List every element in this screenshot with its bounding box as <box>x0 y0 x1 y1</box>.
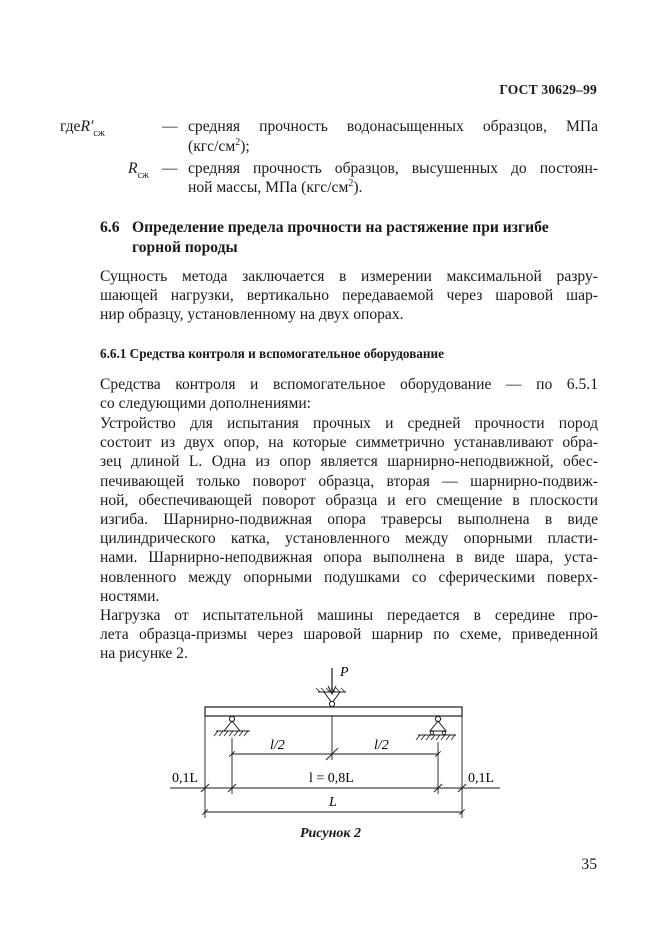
definition-2-superscript: 2 <box>348 177 354 189</box>
paragraph-line: новленного между опорными подушками со сферическими поверх- <box>100 568 598 586</box>
section-6-6-title-line2: горной породы <box>132 238 238 256</box>
paragraph-line: Средства контроля и вспомогательное оборудование — по 6.5.1 <box>100 376 598 393</box>
definition-1-line1: средняя прочность водонасыщенных образцов, МПа <box>188 118 598 135</box>
definition-2-line2-end: ). <box>353 179 363 196</box>
definition-1-dash: — <box>162 118 178 135</box>
paragraph-line: шающей нагрузки, вертикально передаваемой через шаровой шар- <box>100 287 598 305</box>
overhang-right-label: 0,1L <box>468 771 495 786</box>
section-6-6-1-heading: 6.6.1 Средства контроля и вспомогательное оборудование <box>100 346 444 361</box>
definition-2-line1: средняя прочность образцов, высушенных до постоян- <box>188 160 598 177</box>
definition-2-subscript: сж <box>137 170 149 181</box>
document-header: ГОСТ 30629–99 <box>499 82 597 97</box>
paragraph-line: изгиба. Шарнирно-подвижная опора траверсы выполнена в виде <box>100 511 598 529</box>
definition-1-superscript: 2 <box>235 136 241 148</box>
definition-1-line2-text: (кгс/см <box>188 138 236 155</box>
page-number: 35 <box>581 856 597 873</box>
definition-2-line2-text: ной массы, МПа (кгс/см <box>188 179 349 196</box>
paragraph-line: ностями. <box>100 587 160 605</box>
right-support-icon <box>416 716 456 740</box>
specimen-beam <box>205 707 462 716</box>
paragraph-line: со следующими дополнениями: <box>100 395 312 413</box>
paragraph-line: состоит из двух опор, на которые симметрично устанавливают обра- <box>100 434 598 452</box>
definition-2-dash: — <box>162 160 178 177</box>
span-label: l = 0,8L <box>309 771 354 786</box>
definition-1-symbol: R′ <box>80 118 94 135</box>
half-span-left-label: l/2 <box>270 738 285 753</box>
left-support-icon <box>214 716 250 736</box>
paragraph-line: цилиндрического катка, установленного между опорными пласти- <box>100 530 598 548</box>
paragraph-line: Сущность метода заключается в измерении максимальной разру- <box>100 268 598 285</box>
definition-1-subscript: сж <box>93 128 105 139</box>
section-6-6-title-line1: Определение предела прочности на растяжение при изгибе <box>132 219 549 236</box>
paragraph-line: ной, обеспечивающей поворот образца и его смещение в плоскости <box>100 491 598 509</box>
length-label: L <box>329 795 337 810</box>
load-label: P <box>340 665 349 680</box>
paragraph-line: зец длиной L. Одна из опор является шарнирно-неподвижной, обес- <box>100 453 598 471</box>
paragraph-line: на рисунке 2. <box>100 645 188 663</box>
overhang-left-label: 0,1L <box>172 771 199 786</box>
paragraph-line: Нагрузка от испытательной машины передается в середине про- <box>100 607 598 624</box>
definition-1-prefix: где <box>60 118 81 135</box>
definition-2-symbol: R <box>128 160 138 177</box>
paragraph-line: лета образца-призмы через шаровой шарнир по схеме, приведенной <box>100 626 598 644</box>
definition-1-line2-end: ); <box>240 138 250 155</box>
half-span-right-label: l/2 <box>374 738 389 753</box>
paragraph-line: нир образцу, установленному на двух опорах. <box>100 306 404 324</box>
section-6-6-number: 6.6 <box>100 219 120 236</box>
paragraph-line: Устройство для испытания прочных и средней прочности пород <box>100 415 598 432</box>
figure-caption: Рисунок 2 <box>299 826 362 841</box>
paragraph-line: нами. Шарнирно-неподвижная опора выполнена в виде шара, уста- <box>100 549 598 567</box>
paragraph-line: печивающей только поворот образца, вторая — шарнирно-подвиж- <box>100 472 598 490</box>
